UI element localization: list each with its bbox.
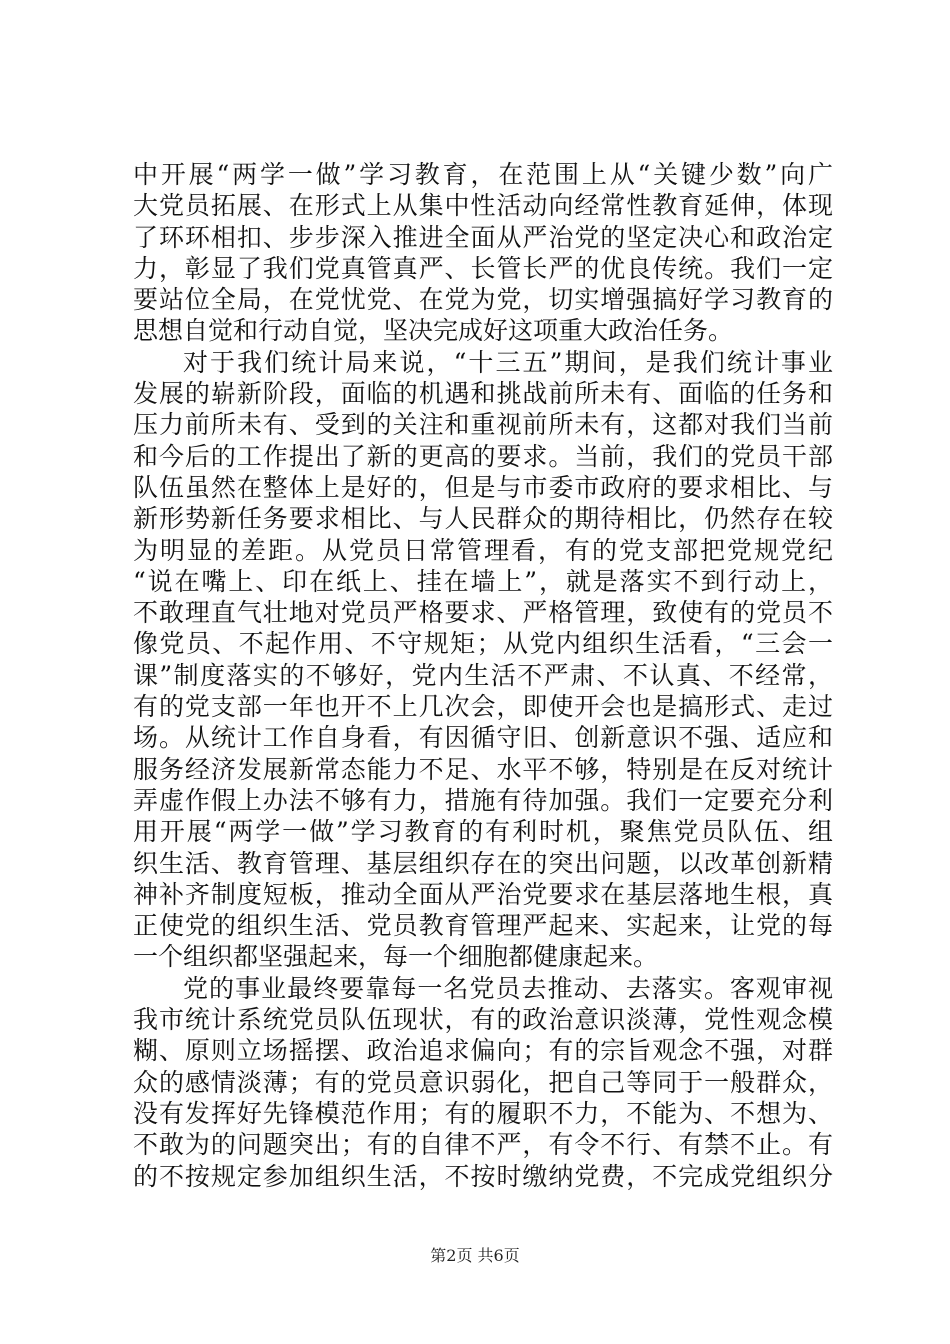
text-line: 课”制度落实的不够好，党内生活不严肃、不认真、不经常， — [133, 660, 833, 690]
text-line: “说在嘴上、印在纸上、挂在墙上”，就是落实不到行动上， — [133, 566, 833, 596]
text-line: 力，彰显了我们党真管真严、长管长严的优良传统。我们一定 — [133, 253, 833, 283]
text-line: 服务经济发展新常态能力不足、水平不够，特别是在反对统计 — [133, 754, 833, 784]
text-line: 神补齐制度短板，推动全面从严治党要求在基层落地生根，真 — [133, 879, 833, 909]
text-line: 发展的崭新阶段，面临的机遇和挑战前所未有、面临的任务和 — [133, 379, 833, 409]
paragraph-first-line: 党的事业最终要靠每一名党员去推动、去落实。客观审视 — [183, 973, 833, 1003]
document-body — [133, 159, 833, 1192]
text-line: 不敢理直气壮地对党员严格要求、严格管理，致使有的党员不 — [133, 598, 833, 628]
page-number-footer: 第2页 共6页 — [430, 1246, 520, 1265]
text-line: 要站位全局，在党忧党、在党为党，切实增强搞好学习教育的 — [133, 285, 833, 315]
text-line: 了环环相扣、步步深入推进全面从严治党的坚定决心和政治定 — [133, 222, 833, 252]
text-line: 和今后的工作提出了新的更高的要求。当前，我们的党员干部 — [133, 441, 833, 471]
text-line: 没有发挥好先锋模范作用；有的履职不力，不能为、不想为、 — [133, 1098, 833, 1128]
text-line: 场。从统计工作自身看，有因循守旧、创新意识不强、适应和 — [133, 723, 833, 753]
text-line: 有的党支部一年也开不上几次会，即使开会也是搞形式、走过 — [133, 692, 833, 722]
text-line: 的不按规定参加组织生活，不按时缴纳党费，不完成党组织分 — [133, 1161, 833, 1191]
text-line: 压力前所未有、受到的关注和重视前所未有，这都对我们当前 — [133, 410, 833, 440]
text-line: 弄虚作假上办法不够有力，措施有待加强。我们一定要充分利 — [133, 785, 833, 815]
text-line: 织生活、教育管理、基层组织存在的突出问题，以改革创新精 — [133, 848, 833, 878]
text-line: 为明显的差距。从党员日常管理看，有的党支部把党规党纪 — [133, 535, 833, 565]
text-line: 队伍虽然在整体上是好的，但是与市委市政府的要求相比、与 — [133, 472, 833, 502]
text-line: 像党员、不起作用、不守规矩；从党内组织生活看，“三会一 — [133, 629, 833, 659]
text-line: 我市统计系统党员队伍现状，有的政治意识淡薄，党性观念模 — [133, 1005, 833, 1035]
text-line: 新形势新任务要求相比、与人民群众的期待相比，仍然存在较 — [133, 504, 833, 534]
text-line: 大党员拓展、在形式上从集中性活动向经常性教育延伸，体现 — [133, 191, 833, 221]
text-line: 正使党的组织生活、党员教育管理严起来、实起来，让党的每 — [133, 911, 833, 941]
paragraph-first-line: 对于我们统计局来说，“十三五”期间，是我们统计事业 — [183, 347, 833, 377]
text-line: 中开展“两学一做”学习教育，在范围上从“关键少数”向广 — [133, 160, 833, 189]
text-line: 思想自觉和行动自觉，坚决完成好这项重大政治任务。 — [133, 316, 734, 346]
text-line: 用开展“两学一做”学习教育的有利时机，聚焦党员队伍、组 — [133, 817, 833, 847]
text-line: 一个组织都坚强起来，每一个细胞都健康起来。 — [133, 942, 659, 972]
text-line: 不敢为的问题突出；有的自律不严，有令不行、有禁不止。有 — [133, 1130, 833, 1160]
text-line: 糊、原则立场摇摆、政治追求偏向；有的宗旨观念不强，对群 — [133, 1036, 833, 1066]
text-line: 众的感情淡薄；有的党员意识弱化，把自己等同于一般群众， — [133, 1067, 833, 1097]
